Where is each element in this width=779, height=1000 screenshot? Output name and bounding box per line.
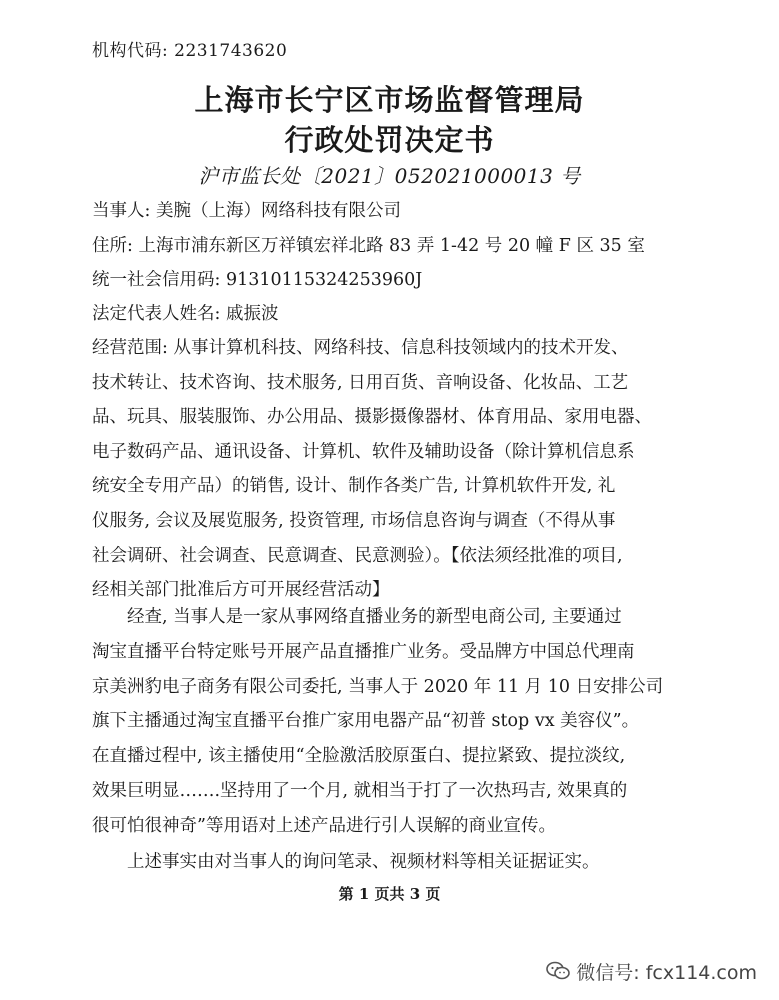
scope-line: 仪服务, 会议及展览服务, 投资管理, 市场信息咨询与调查（不得从事 — [92, 510, 616, 531]
findings-line: 在直播过程中, 该主播使用“全脸激活胶原蛋白、提拉紧致、提拉淡纹, — [92, 746, 626, 767]
scope-line: 统安全专用产品）的销售, 设计、制作各类广告, 计算机软件开发, 礼 — [92, 476, 616, 497]
party-address: 住所: 上海市浦东新区万祥镇宏祥北路 83 弄 1-42 号 20 幢 F 区 35 室 — [92, 236, 645, 256]
scope-line: 电子数码产品、通讯设备、计算机、软件及辅助设备（除计算机信息系 — [92, 441, 635, 462]
findings-line: 京美洲豹电子商务有限公司委托, 当事人于 2020 年 11 月 10 日安排公司 — [92, 676, 664, 697]
party-name: 当事人: 美腕（上海）网络科技有限公司 — [92, 201, 401, 221]
evidence-paragraph — [92, 845, 688, 880]
scope-line: 技术转让、技术咨询、技术服务, 日用百货、音响设备、化妆品、工艺 — [92, 372, 629, 393]
watermark-text: 微信号: fcx114.com — [576, 961, 757, 984]
scope-line: 经相关部门批准后方可开展经营活动】 — [92, 580, 390, 601]
document-title-type: 行政处罚决定书 — [284, 123, 495, 157]
legal-representative: 法定代表人姓名: 戚振波 — [92, 304, 279, 324]
findings-line: 旗下主播通过淘宝直播平台推广家用电器产品“初普 stop vx 美容仪”。 — [92, 711, 640, 732]
wechat-icon — [546, 961, 570, 981]
document-title-agency: 上海市长宁区市场监督管理局 — [194, 83, 585, 117]
scope-line: 社会调研、社会调查、民意调查、民意测验）。【依法须经批准的项目, — [92, 545, 623, 566]
findings-line: 淘宝直播平台特定账号开展产品直播推广业务。受品牌方中国总代理南 — [92, 641, 635, 662]
findings-paragraph — [92, 600, 688, 844]
findings-line: 经查, 当事人是一家从事网络直播业务的新型电商公司, 主要通过 — [127, 607, 622, 627]
findings-line: 很可怕很神奇”等用语对上述产品进行引人误解的商业宣传。 — [92, 815, 556, 836]
org-code: 机构代码: 2231743620 — [92, 41, 288, 61]
credit-code: 统一社会信用码: 91310115324253960J — [92, 270, 423, 290]
scope-line: 品、玩具、服装服饰、办公用品、摄影摄像器材、体育用品、家用电器、 — [92, 407, 652, 428]
document-number: 沪市监长处〔2021〕052021000013 号 — [198, 164, 581, 188]
findings-line: 效果巨明显…….坚持用了一个月, 就相当于打了一次热玛吉, 效果真的 — [92, 780, 628, 801]
wechat-watermark — [540, 953, 763, 989]
scope-line: 经营范围: 从事计算机科技、网络科技、信息科技领域内的技术开发、 — [92, 338, 629, 358]
evidence-line: 上述事实由对当事人的询问笔录、视频材料等相关证据证实。 — [127, 852, 600, 872]
page-number: 第 1 页共 3 页 — [338, 885, 441, 903]
business-scope — [92, 331, 688, 608]
